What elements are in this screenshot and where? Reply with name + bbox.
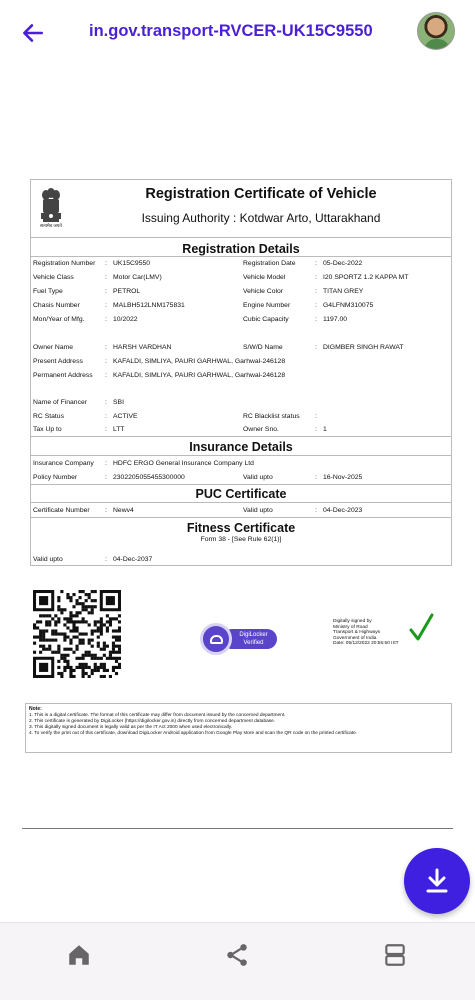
field-value: LTT — [113, 426, 125, 433]
detail-row — [31, 274, 451, 286]
separator: : — [105, 460, 107, 467]
field-value: 04-Dec-2037 — [113, 556, 153, 563]
field-label: Fuel Type — [33, 288, 63, 295]
field-value: HDFC ERGO General Insurance Company Ltd — [113, 460, 254, 467]
field-label: Insurance Company — [33, 460, 94, 467]
separator: : — [105, 302, 107, 309]
field-value: SBI — [113, 399, 124, 406]
detail-row — [31, 358, 451, 370]
digilocker-name: DigiLocker — [239, 632, 268, 638]
note-line: 4. To verify the print out of this certificate, download DigiLocker Android application from Google Play store and scan the QR code on the printed certificate. — [29, 731, 358, 736]
puc-certificate-heading: PUC Certificate — [195, 487, 287, 501]
signature-line: Government of India — [333, 635, 377, 641]
detail-row — [31, 316, 451, 328]
field-value: PETROL — [113, 288, 141, 295]
field-label: Registration Number — [33, 260, 96, 267]
field-label: Mon/Year of Mfg. — [33, 316, 85, 323]
field-value: G4LFNM310075 — [323, 302, 374, 309]
field-value: 04-Dec-2023 — [323, 507, 363, 514]
field-value: Motor Car(LMV) — [113, 274, 162, 281]
field-label: Cubic Capacity — [243, 316, 289, 323]
field-label: Engine Number — [243, 302, 291, 309]
top-app-bar — [0, 0, 475, 66]
field-label: Permanent Address — [33, 372, 93, 379]
signature-line: Date: 05/12/2022 20:55:50 IST — [333, 641, 399, 646]
field-label: Chasis Number — [33, 302, 80, 309]
profile-avatar[interactable] — [417, 12, 455, 50]
field-value: 2302205055455300000 — [113, 474, 185, 481]
separator: : — [315, 426, 317, 433]
separator: : — [105, 413, 107, 420]
fitness-form-reference: Form 38 - [See Rule 62(1)] — [200, 536, 282, 543]
signature-line: Transport & Highways — [333, 630, 381, 635]
separator: : — [105, 426, 107, 433]
separator: : — [105, 358, 107, 365]
field-label: Registration Date — [243, 260, 296, 267]
separator: : — [315, 274, 317, 281]
field-label: Name of Financer — [33, 399, 88, 406]
field-label: Owner Name — [33, 344, 74, 351]
field-label: Policy Number — [33, 474, 78, 481]
issuing-authority: Issuing Authority : Kotdwar Arto, Uttarakhand — [141, 211, 381, 225]
separator: : — [315, 288, 317, 295]
tabs-icon[interactable] — [382, 942, 408, 968]
certificate-note — [25, 703, 452, 753]
field-value: KAFALDI, SIMLIYA, PAURI GARHWAL, Garhwal-246128 — [113, 372, 286, 379]
share-icon[interactable] — [224, 942, 250, 968]
separator: : — [315, 302, 317, 309]
detail-row — [31, 460, 451, 472]
download-button[interactable] — [404, 848, 470, 914]
field-label: RC Blacklist status — [243, 413, 300, 420]
bottom-navigation — [0, 922, 475, 1000]
digital-signature — [333, 619, 438, 654]
detail-row — [31, 556, 451, 568]
note-line: 3. This digitally signed document is legally valid as per the IT Act 2000 when used electronically. — [29, 725, 233, 730]
field-value: KAFALDI, SIMLIYA, PAURI GARHWAL, Garhwal-246128 — [113, 358, 286, 365]
separator: : — [105, 288, 107, 295]
content-divider — [22, 828, 453, 829]
field-label: Tax Up to — [33, 426, 62, 433]
check-mark-icon — [408, 613, 434, 643]
field-value: Newv4 — [113, 507, 134, 514]
certificate-title: Registration Certificate of Vehicle — [145, 186, 377, 202]
separator: : — [105, 399, 107, 406]
section-divider — [31, 502, 451, 503]
signature-line: Ministry of Road — [333, 624, 368, 630]
insurance-details-heading: Insurance Details — [189, 440, 293, 454]
fitness-certificate-heading: Fitness Certificate — [186, 521, 296, 535]
separator: : — [315, 316, 317, 323]
field-value: HARSH VARDHAN — [113, 344, 172, 351]
detail-row — [31, 302, 451, 314]
section-divider — [31, 517, 451, 518]
field-label: Present Address — [33, 358, 83, 365]
emblem-caption: सत्यमेव जयते — [40, 223, 62, 228]
digilocker-verified-text: Verified — [243, 640, 264, 646]
home-icon[interactable] — [66, 942, 92, 968]
separator: : — [105, 474, 107, 481]
field-label: RC Status — [33, 413, 64, 420]
arrow-left-icon[interactable] — [20, 20, 46, 46]
separator: : — [315, 507, 317, 514]
separator: : — [105, 556, 107, 563]
field-label: Vehicle Class — [33, 274, 74, 281]
field-value: TITAN GREY — [323, 288, 364, 295]
separator: : — [105, 274, 107, 281]
field-label: Vehicle Model — [243, 274, 286, 281]
separator: : — [105, 260, 107, 267]
field-label: Valid upto — [243, 474, 273, 481]
field-label: Valid upto — [243, 507, 273, 514]
separator: : — [105, 316, 107, 323]
document-title: in.gov.transport-RVCER-UK15C9550 — [89, 22, 373, 40]
field-value: DIGMBER SINGH RAWAT — [323, 344, 404, 351]
field-value: ACTIVE — [113, 413, 138, 420]
section-divider — [31, 455, 451, 456]
detail-row — [31, 399, 451, 411]
detail-row — [31, 344, 451, 356]
section-divider — [31, 484, 451, 485]
signature-line: Digitally signed by — [333, 619, 372, 624]
registration-certificate — [30, 179, 452, 566]
separator: : — [315, 413, 317, 420]
detail-row — [31, 372, 451, 384]
field-label: Owner Sno. — [243, 426, 279, 433]
note-heading: Note: — [29, 706, 42, 712]
field-value: 10/2022 — [113, 316, 138, 323]
detail-row — [31, 413, 451, 425]
field-label: S/W/D Name — [243, 344, 283, 351]
section-divider — [31, 436, 451, 437]
field-value: MALBH512LNM175831 — [113, 302, 185, 309]
field-label: Valid upto — [33, 556, 63, 563]
separator: : — [315, 474, 317, 481]
field-value: I20 SPORTZ 1.2 KAPPA MT — [323, 274, 409, 281]
detail-row — [31, 288, 451, 300]
registration-details-heading: Registration Details — [182, 242, 300, 256]
field-value: 1 — [323, 426, 327, 433]
section-divider — [31, 256, 451, 257]
separator: : — [105, 344, 107, 351]
download-icon — [424, 867, 450, 895]
field-value: UK15C9550 — [113, 260, 151, 267]
digilocker-verified-badge[interactable] — [200, 623, 277, 655]
separator: : — [105, 372, 107, 379]
separator: : — [315, 344, 317, 351]
certificate-header — [31, 180, 451, 238]
qr-code — [33, 590, 121, 678]
separator: : — [105, 507, 107, 514]
field-value: 05-Dec-2022 — [323, 260, 363, 267]
field-label: Vehicle Color — [243, 288, 284, 295]
field-label: Certificate Number — [33, 507, 90, 514]
separator: : — [315, 260, 317, 267]
digilocker-logo-icon — [200, 623, 232, 655]
note-line: 1. This is a digital certificate. The format of this certificate may differ from document issued by the concerned department. — [29, 713, 286, 718]
detail-row — [31, 260, 451, 272]
field-value: 16-Nov-2025 — [323, 474, 363, 481]
note-line: 2. This certificate is generated by DigiLocker (https://digilocker.gov.in) directly from concerned department database. — [29, 719, 276, 724]
field-value: 1197.00 — [323, 316, 348, 323]
